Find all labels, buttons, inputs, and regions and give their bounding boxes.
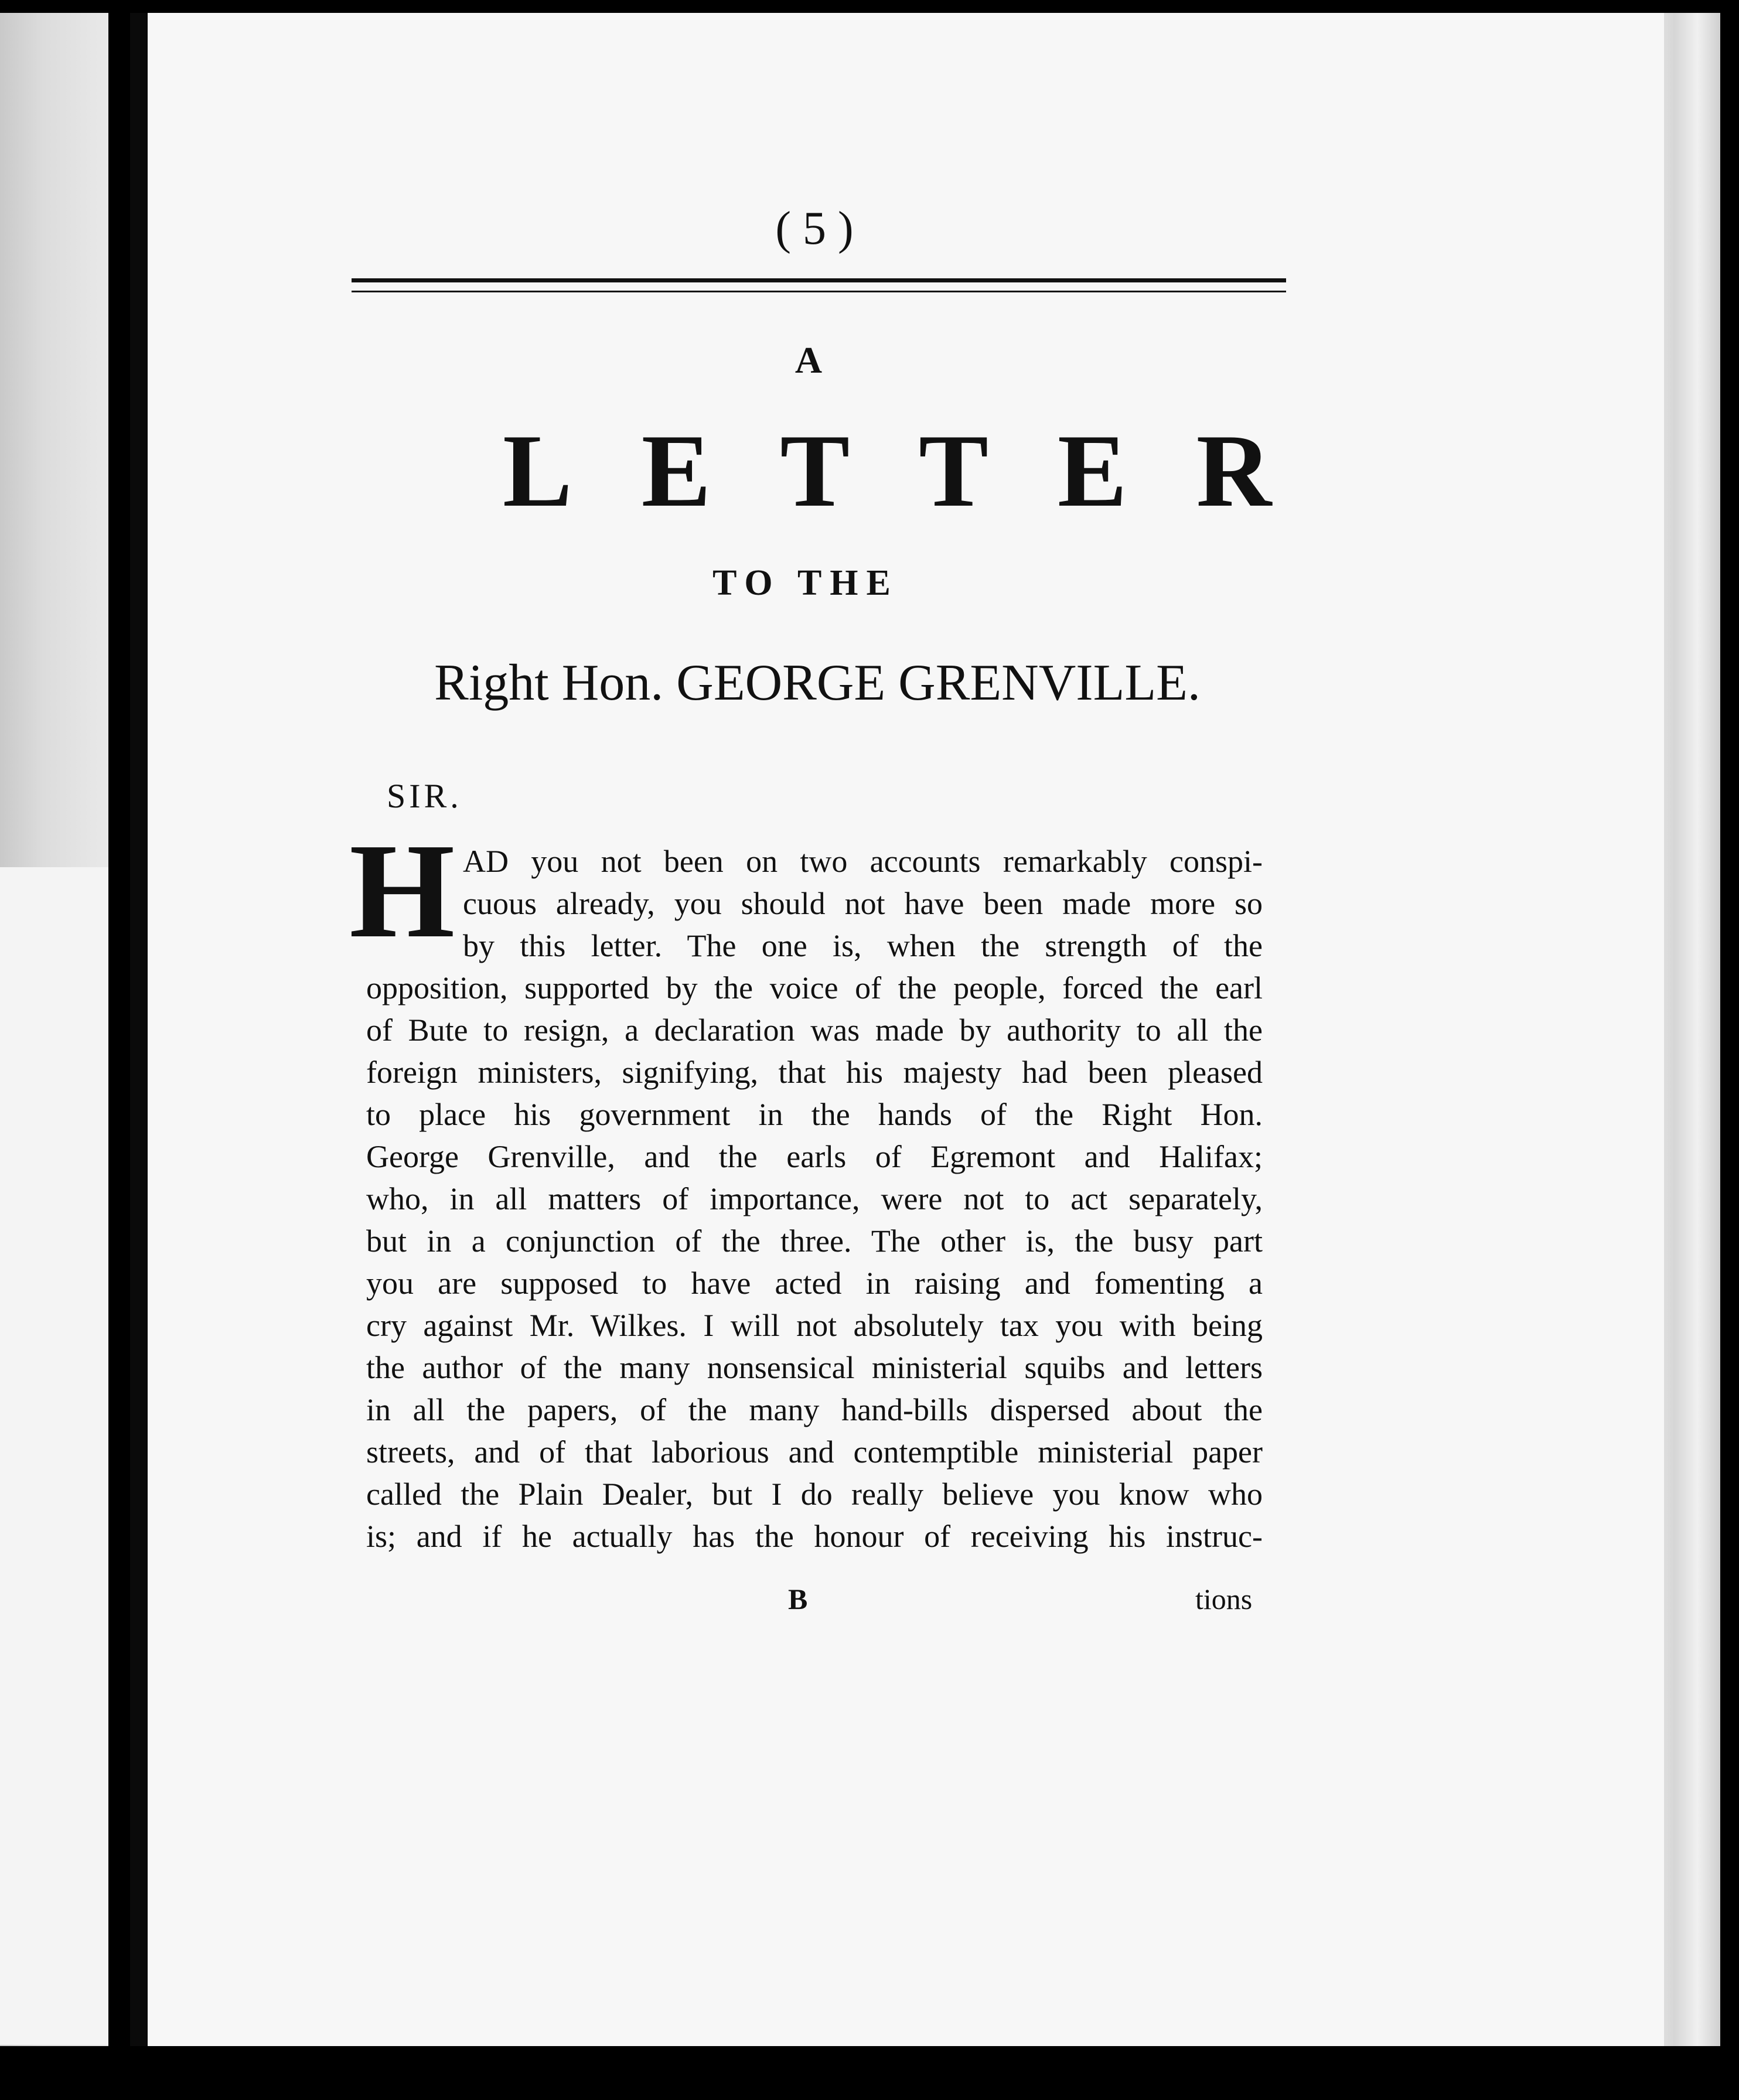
header-rule-thin	[352, 291, 1286, 292]
title-addressee: Right Hon. GEORGE GRENVILLE.	[434, 654, 1201, 711]
header-rule-thick	[352, 278, 1286, 282]
body-line: the author of the many nonsensical ministerial squibs and letters	[366, 1350, 1263, 1385]
body-line: cry against Mr. Wilkes. I will not absolutely tax you with being	[366, 1308, 1263, 1343]
title-article: A	[795, 339, 823, 381]
body-line: in all the papers, of the many hand-bills dispersed about the	[366, 1392, 1263, 1427]
body-line: George Grenville, and the earls of Egremont and Halifax;	[366, 1139, 1263, 1174]
page-number: ( 5 )	[775, 203, 854, 254]
body-line: who, in all matters of importance, were not to act separately,	[366, 1181, 1263, 1216]
facing-page-lower	[0, 867, 108, 2045]
body-line: to place his government in the hands of the Right Hon.	[366, 1097, 1263, 1132]
body-line: AD you not been on two accounts remarkably conspi-	[463, 844, 1263, 879]
body-line: you are supposed to have acted in raising and fomenting a	[366, 1266, 1263, 1301]
body-line: of Bute to resign, a declaration was made by authority to all the	[366, 1012, 1263, 1048]
drop-cap: H	[349, 816, 455, 966]
body-line: but in a conjunction of the three. The other is, the busy part	[366, 1223, 1263, 1259]
body-line: cuous already, you should not have been made more so	[463, 886, 1263, 921]
body-line: streets, and of that laborious and contemptible ministerial paper	[366, 1434, 1263, 1470]
body-line: opposition, supported by the voice of the people, forced the earl	[366, 970, 1263, 1005]
title-to-the: TO THE	[712, 563, 899, 603]
body-line: foreign ministers, signifying, that his majesty had been pleased	[366, 1055, 1263, 1090]
body-line: called the Plain Dealer, but I do really believe you know who	[366, 1477, 1263, 1512]
gutter-line	[130, 13, 148, 2046]
body-line: is; and if he actually has the honour of receiving his instruc-	[366, 1519, 1263, 1554]
catchword: tions	[1195, 1583, 1253, 1615]
signature-mark: B	[788, 1583, 808, 1615]
body-line: by this letter. The one is, when the strength of the	[463, 928, 1263, 963]
title-main: LETTER	[503, 412, 1341, 529]
salutation: SIR.	[387, 777, 462, 815]
